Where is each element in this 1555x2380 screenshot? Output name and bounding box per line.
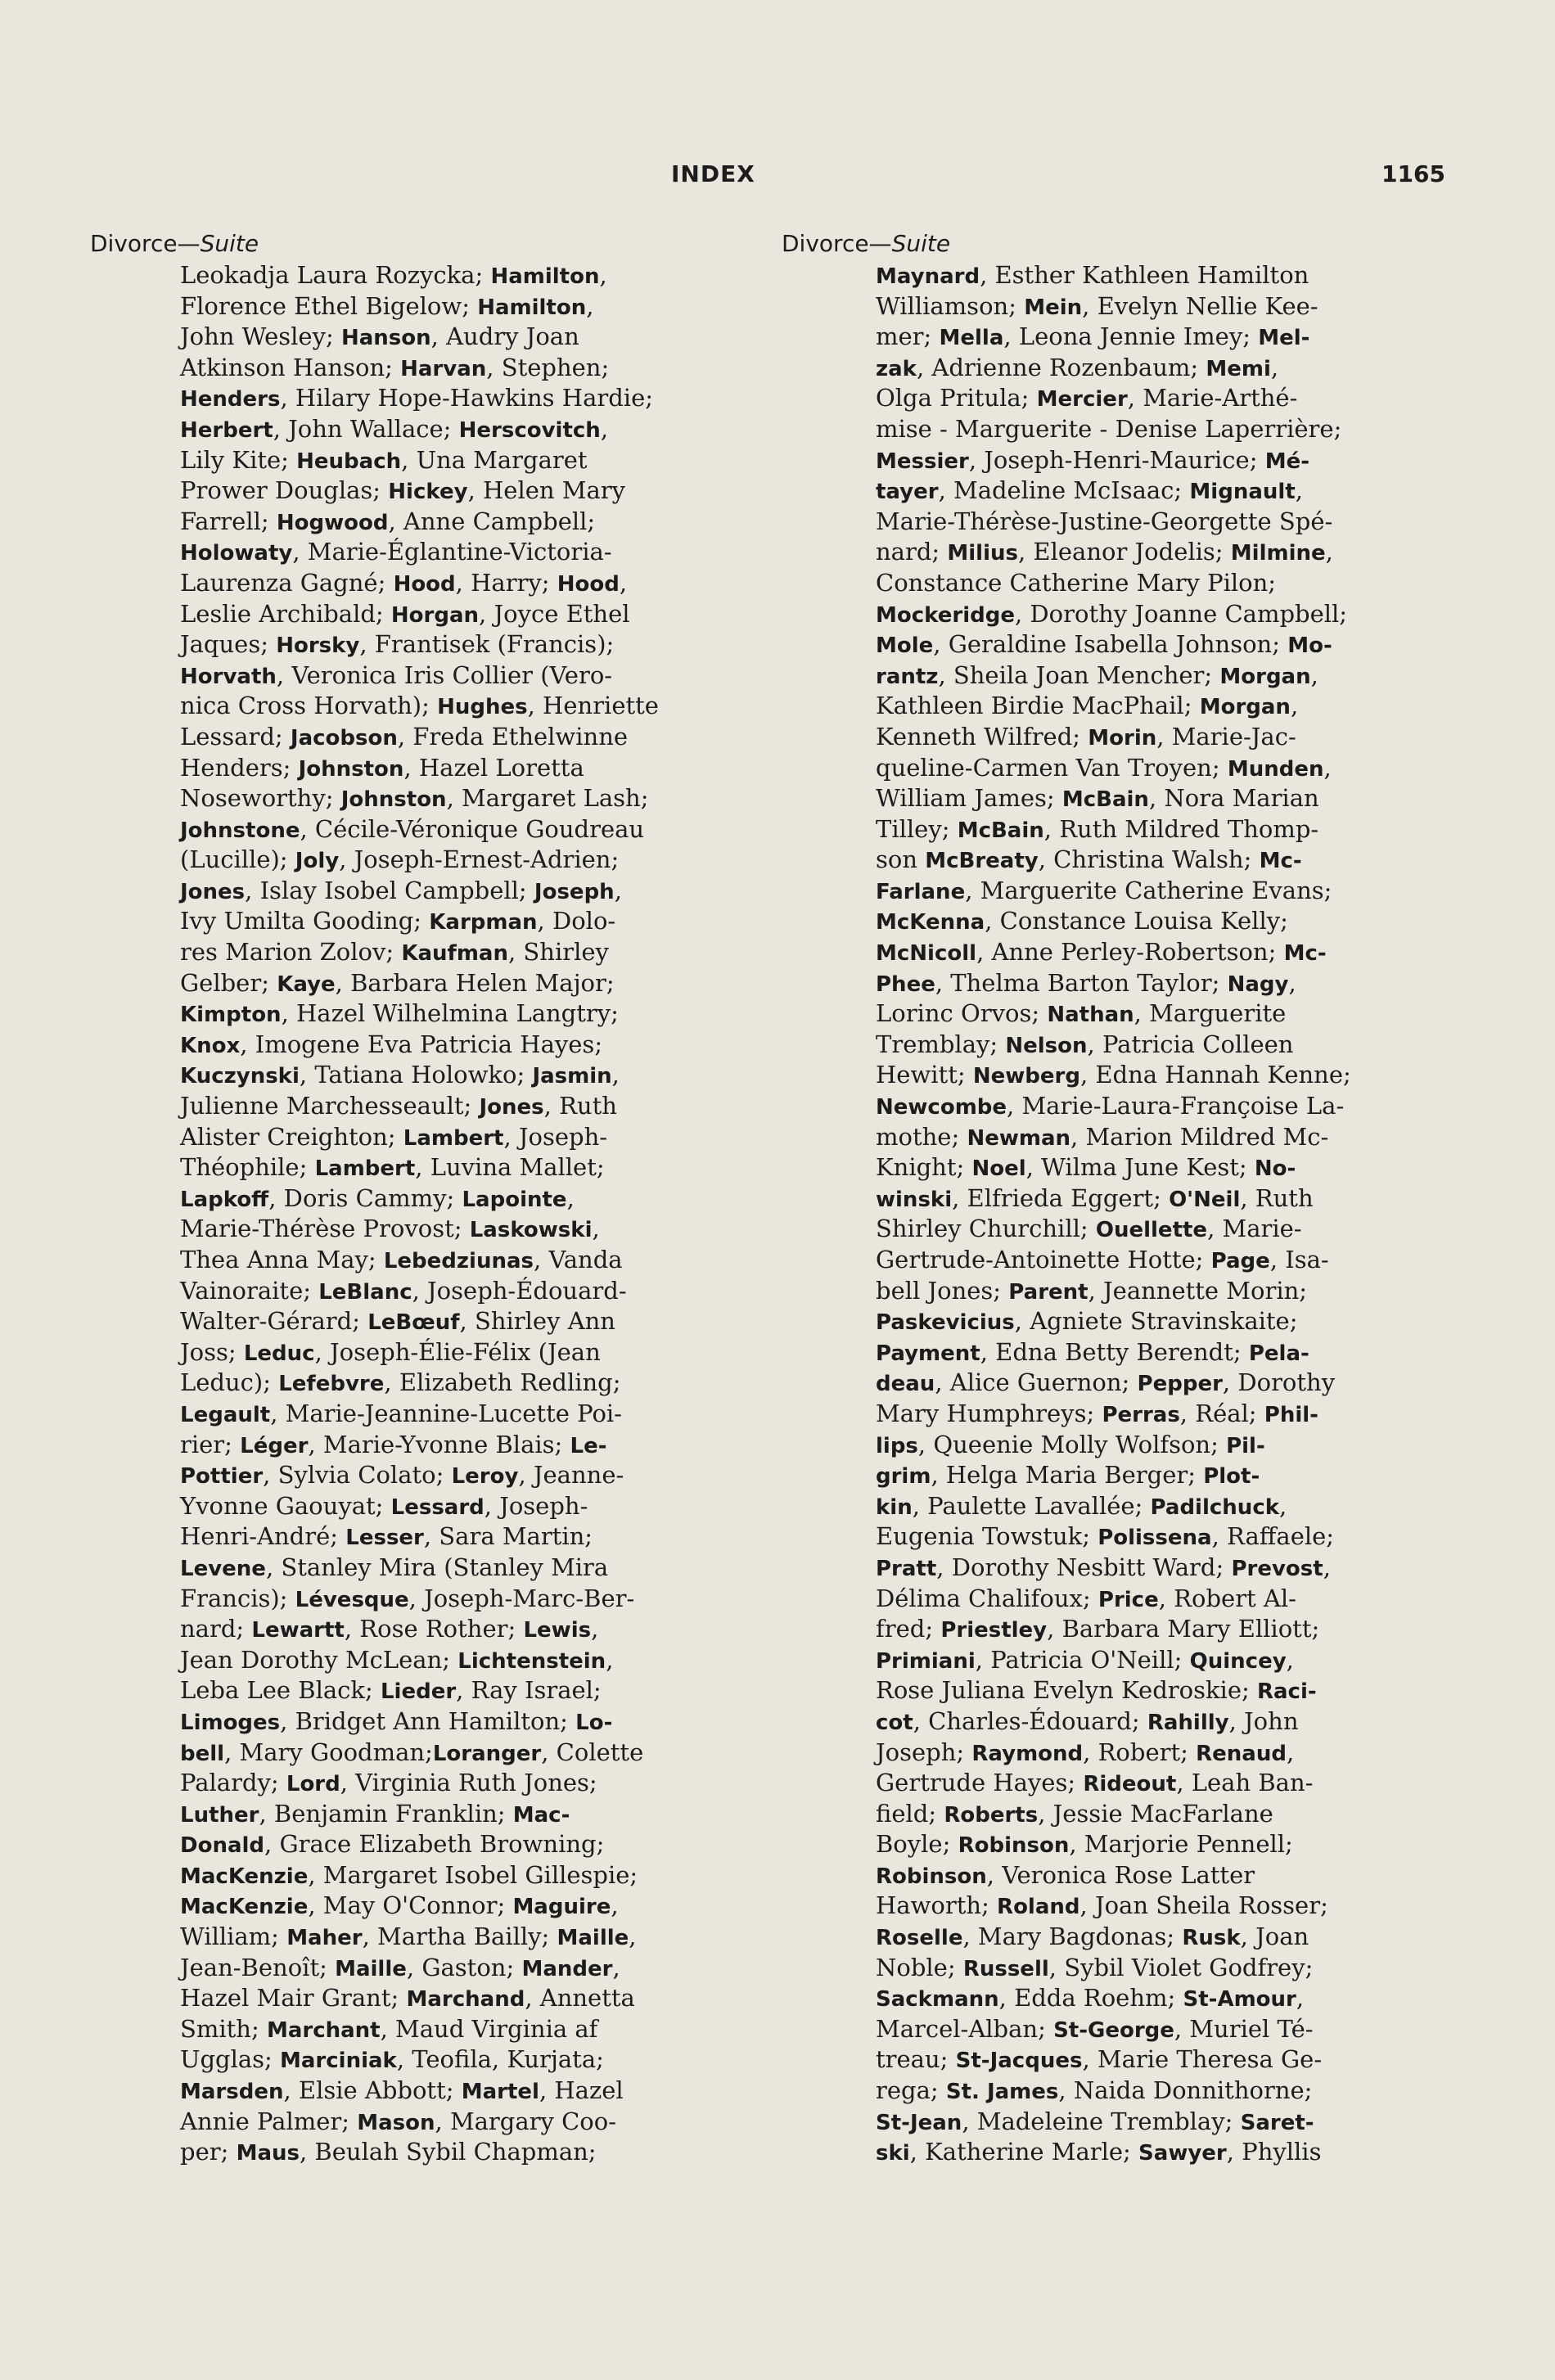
page-header: [0, 160, 1555, 196]
index-line: Eugenia Towstuk; Polissena, Raffaele;: [876, 1522, 1335, 1551]
index-line: William; Maher, Martha Bailly; Maille,: [180, 1922, 637, 1951]
index-line: winski, Elfrieda Eggert; O'Neil, Ruth: [876, 1183, 1314, 1212]
index-line: bell, Mary Goodman;Loranger, Colette: [180, 1738, 644, 1766]
index-line: nica Cross Horvath); Hughes, Henriette: [180, 692, 659, 720]
index-line: Kimpton, Hazel Wilhelmina Langtry;: [180, 999, 619, 1028]
index-line: Laurenza Gagné; Hood, Harry; Hood,: [180, 568, 628, 597]
index-line: (Lucille); Joly, Joseph-Ernest-Adrien;: [180, 845, 620, 874]
index-line: Pratt, Dorothy Nesbitt Ward; Prevost,: [876, 1553, 1331, 1581]
index-line: ski, Katherine Marle; Sawyer, Phyllis: [876, 2138, 1322, 2166]
index-line: Smith; Marchant, Maud Virginia af: [180, 2014, 598, 2043]
index-line: kin, Paulette Lavallée; Padilchuck,: [876, 1491, 1287, 1520]
index-line: Primiani, Patricia O'Neill; Quincey,: [876, 1645, 1294, 1674]
heading-main: Divorce—: [782, 230, 892, 257]
index-line: Paskevicius, Agniete Stravinskaite;: [876, 1307, 1298, 1336]
index-line: Gertrude Hayes; Rideout, Leah Ban-: [876, 1769, 1314, 1797]
index-line: treau; St-Jacques, Marie Theresa Ge-: [876, 2045, 1323, 2074]
index-line: Hazel Mair Grant; Marchand, Annetta: [180, 1984, 635, 2013]
index-line: Mockeridge, Dorothy Joanne Campbell;: [876, 599, 1348, 628]
index-line: mer; Mella, Leona Jennie Imey; Mel-: [876, 322, 1310, 351]
index-line: Noble; Russell, Sybil Violet Godfrey;: [876, 1953, 1314, 1981]
index-line: Mole, Geraldine Isabella Johnson; Mo-: [876, 630, 1332, 659]
index-line: Gertrude-Antoinette Hotte; Page, Isa-: [876, 1246, 1329, 1273]
index-line: Leba Lee Black; Lieder, Ray Israel;: [180, 1676, 602, 1705]
index-line: Legault, Marie-Jeannine-Lucette Poi-: [180, 1399, 622, 1427]
index-line: Alister Creighton; Lambert, Joseph-: [180, 1122, 608, 1151]
index-line: Herbert, John Wallace; Herscovitch,: [180, 414, 609, 443]
index-line: Palardy; Lord, Virginia Ruth Jones;: [180, 1769, 597, 1797]
index-line: lips, Queenie Molly Wolfson; Pil-: [876, 1430, 1265, 1458]
index-line: John Wesley; Hanson, Audry Joan: [180, 322, 579, 351]
index-line: MacKenzie, Margaret Isobel Gillespie;: [180, 1860, 638, 1889]
index-line: Leokadja Laura Rozycka; Hamilton,: [180, 261, 607, 289]
index-line: Williamson; Mein, Evelyn Nellie Kee-: [876, 291, 1318, 320]
index-line: Kuczynski, Tatiana Holowko; Jasmin,: [180, 1061, 620, 1089]
index-line: zak, Adrienne Rozenbaum; Memi,: [876, 353, 1279, 381]
index-line: Marie-Thérèse-Justine-Georgette Spé-: [876, 507, 1333, 535]
heading-main: Divorce—: [90, 230, 201, 257]
index-line: rantz, Sheila Joan Mencher; Morgan,: [876, 660, 1318, 689]
index-line: Marsden, Elsie Abbott; Martel, Hazel: [180, 2076, 624, 2105]
index-line: Lorinc Orvos; Nathan, Marguerite: [876, 999, 1287, 1028]
index-line: McKenna, Constance Louisa Kelly;: [876, 907, 1288, 935]
index-line: Francis); Lévesque, Joseph-Marc-Ber-: [180, 1584, 635, 1612]
index-line: Johnstone, Cécile-Véronique Goudreau: [180, 814, 645, 843]
index-line: son McBreaty, Christina Walsh; Mc-: [876, 845, 1302, 874]
index-line: tayer, Madeline McIsaac; Mignault,: [876, 476, 1303, 505]
index-line: Hewitt; Newberg, Edna Hannah Kenne;: [876, 1061, 1351, 1089]
index-line: Newcombe, Marie-Laura-Françoise La-: [876, 1092, 1345, 1120]
index-line: nard; Milius, Eleanor Jodelis; Milmine,: [876, 538, 1333, 566]
index-line: queline-Carmen Van Troyen; Munden,: [876, 753, 1332, 782]
index-line: Ivy Umilta Gooding; Karpman, Dolo-: [180, 907, 616, 935]
index-line: cot, Charles-Édouard; Rahilly, John: [876, 1706, 1299, 1735]
index-line: Yvonne Gaouyat; Lessard, Joseph-: [180, 1491, 588, 1520]
index-line: Vainoraite; LeBlanc, Joseph-Édouard-: [180, 1276, 627, 1305]
index-line: Annie Palmer; Mason, Margary Coo-: [180, 2107, 617, 2135]
index-line: Payment, Edna Betty Berendt; Pela-: [876, 1337, 1309, 1366]
index-line: Délima Chalifoux; Price, Robert Al-: [876, 1584, 1296, 1612]
index-line: Marie-Thérèse Provost; Laskowski,: [180, 1215, 600, 1243]
index-line: Ugglas; Marciniak, Teofila, Kurjata;: [180, 2045, 604, 2074]
index-line: Julienne Marchesseault; Jones, Ruth: [180, 1092, 617, 1120]
index-line: Shirley Churchill; Ouellette, Marie-: [876, 1215, 1302, 1243]
index-line: Lessard; Jacobson, Freda Ethelwinne: [180, 722, 629, 751]
index-line: Maynard, Esther Kathleen Hamilton: [876, 261, 1309, 289]
index-line: Théophile; Lambert, Luvina Mallet;: [180, 1153, 605, 1182]
page-number: 1165: [1381, 160, 1445, 187]
index-line: Lily Kite; Heubach, Una Margaret: [180, 445, 588, 474]
index-entries: [90, 260, 745, 2168]
index-line: deau, Alice Guernon; Pepper, Dorothy: [876, 1368, 1336, 1397]
index-line: mise - Marguerite - Denise Laperrière;: [876, 414, 1342, 443]
index-line: rega; St. James, Naida Donnithorne;: [876, 2076, 1313, 2105]
page-title: INDEX: [671, 160, 755, 187]
index-line: William James; McBain, Nora Marian: [876, 784, 1319, 813]
index-line: Henders; Johnston, Hazel Loretta: [180, 753, 584, 782]
index-line: Knox, Imogene Eva Patricia Hayes;: [180, 1030, 603, 1058]
index-line: res Marion Zolov; Kaufman, Shirley: [180, 938, 609, 967]
index-line: Florence Ethel Bigelow; Hamilton,: [180, 291, 594, 320]
index-line: Jaques; Horsky, Frantisek (Francis);: [180, 630, 615, 659]
heading-italic: Suite: [200, 230, 259, 257]
index-line: Leslie Archibald; Horgan, Joyce Ethel: [180, 599, 630, 628]
index-line: Pottier, Sylvia Colato; Leroy, Jeanne-: [180, 1461, 624, 1490]
index-line: Phee, Thelma Barton Taylor; Nagy,: [876, 968, 1296, 997]
index-line: Farrell; Hogwood, Anne Campbell;: [180, 507, 596, 535]
left-column: [90, 228, 745, 2168]
index-line: Donald, Grace Elizabeth Browning;: [180, 1830, 605, 1859]
index-line: Rose Juliana Evelyn Kedroskie; Raci-: [876, 1676, 1317, 1705]
index-line: Farlane, Marguerite Catherine Evans;: [876, 876, 1332, 904]
index-line: Constance Catherine Mary Pilon;: [876, 568, 1277, 597]
index-line: Jean Dorothy McLean; Lichtenstein,: [180, 1645, 614, 1674]
index-line: Henders, Hilary Hope-Hawkins Hardie;: [180, 384, 653, 412]
index-line: Haworth; Roland, Joan Sheila Rosser;: [876, 1891, 1328, 1920]
index-line: Tilley; McBain, Ruth Mildred Thomp-: [876, 814, 1319, 843]
heading-italic: Suite: [891, 230, 951, 257]
index-line: Boyle; Robinson, Marjorie Pennell;: [876, 1830, 1293, 1859]
index-line: Marcel-Alban; St-George, Muriel Té-: [876, 2014, 1314, 2043]
index-line: fred; Priestley, Barbara Mary Elliott;: [876, 1615, 1320, 1643]
index-line: Tremblay; Nelson, Patricia Colleen: [876, 1030, 1294, 1058]
index-line: Horvath, Veronica Iris Collier (Vero-: [180, 660, 613, 689]
index-entries: [782, 260, 1436, 2168]
index-line: nard; Lewartt, Rose Rother; Lewis,: [180, 1615, 599, 1643]
index-line: Lapkoff, Doris Cammy; Lapointe,: [180, 1183, 575, 1212]
index-line: Leduc); Lefebvre, Elizabeth Redling;: [180, 1368, 621, 1397]
index-line: mothe; Newman, Marion Mildred Mc-: [876, 1122, 1329, 1151]
index-line: Kenneth Wilfred; Morin, Marie-Jac-: [876, 722, 1296, 751]
index-line: rier; Léger, Marie-Yvonne Blais; Le-: [180, 1430, 607, 1458]
column-heading: [90, 228, 745, 260]
index-line: Atkinson Hanson; Harvan, Stephen;: [180, 353, 610, 381]
index-line: Noseworthy; Johnston, Margaret Lash;: [180, 784, 649, 813]
index-line: Thea Anna May; Lebedziunas, Vanda: [180, 1246, 623, 1273]
index-line: Sackmann, Edda Roehm; St-Amour,: [876, 1984, 1305, 2013]
index-line: Jones, Islay Isobel Campbell; Joseph,: [180, 876, 622, 904]
index-line: Limoges, Bridget Ann Hamilton; Lo-: [180, 1706, 613, 1735]
index-line: grim, Helga Maria Berger; Plot-: [876, 1461, 1260, 1490]
index-line: St-Jean, Madeleine Tremblay; Saret-: [876, 2107, 1314, 2135]
index-line: per; Maus, Beulah Sybil Chapman;: [180, 2138, 597, 2166]
index-line: bell Jones; Parent, Jeannette Morin;: [876, 1276, 1308, 1305]
right-column: [782, 228, 1436, 2168]
index-line: Knight; Noel, Wilma June Kest; No-: [876, 1153, 1296, 1182]
index-line: Olga Pritula; Mercier, Marie-Arthé-: [876, 384, 1298, 412]
index-line: Prower Douglas; Hickey, Helen Mary: [180, 476, 626, 505]
index-line: Gelber; Kaye, Barbara Helen Major;: [180, 968, 615, 997]
index-line: MacKenzie, May O'Connor; Maguire,: [180, 1891, 619, 1920]
index-line: Holowaty, Marie-Églantine-Victoria-: [180, 538, 612, 566]
index-line: McNicoll, Anne Perley-Robertson; Mc-: [876, 938, 1327, 967]
index-line: Luther, Benjamin Franklin; Mac-: [180, 1799, 570, 1828]
index-line: Mary Humphreys; Perras, Réal; Phil-: [876, 1399, 1318, 1427]
index-line: Joss; Leduc, Joseph-Élie-Félix (Jean: [180, 1337, 601, 1366]
column-heading: [782, 228, 1436, 260]
index-line: Jean-Benoît; Maille, Gaston; Mander,: [180, 1953, 620, 1981]
index-line: Robinson, Veronica Rose Latter: [876, 1860, 1255, 1889]
index-line: Walter-Gérard; LeBœuf, Shirley Ann: [180, 1307, 615, 1336]
index-line: Joseph; Raymond, Robert; Renaud,: [876, 1738, 1295, 1766]
index-line: Roselle, Mary Bagdonas; Rusk, Joan: [876, 1922, 1309, 1951]
index-line: Henri-André; Lesser, Sara Martin;: [180, 1522, 593, 1551]
index-line: Kathleen Birdie MacPhail; Morgan,: [876, 692, 1299, 720]
index-line: field; Roberts, Jessie MacFarlane: [876, 1799, 1273, 1828]
index-line: Messier, Joseph-Henri-Maurice; Mé-: [876, 445, 1310, 474]
index-line: Levene, Stanley Mira (Stanley Mira: [180, 1553, 609, 1581]
